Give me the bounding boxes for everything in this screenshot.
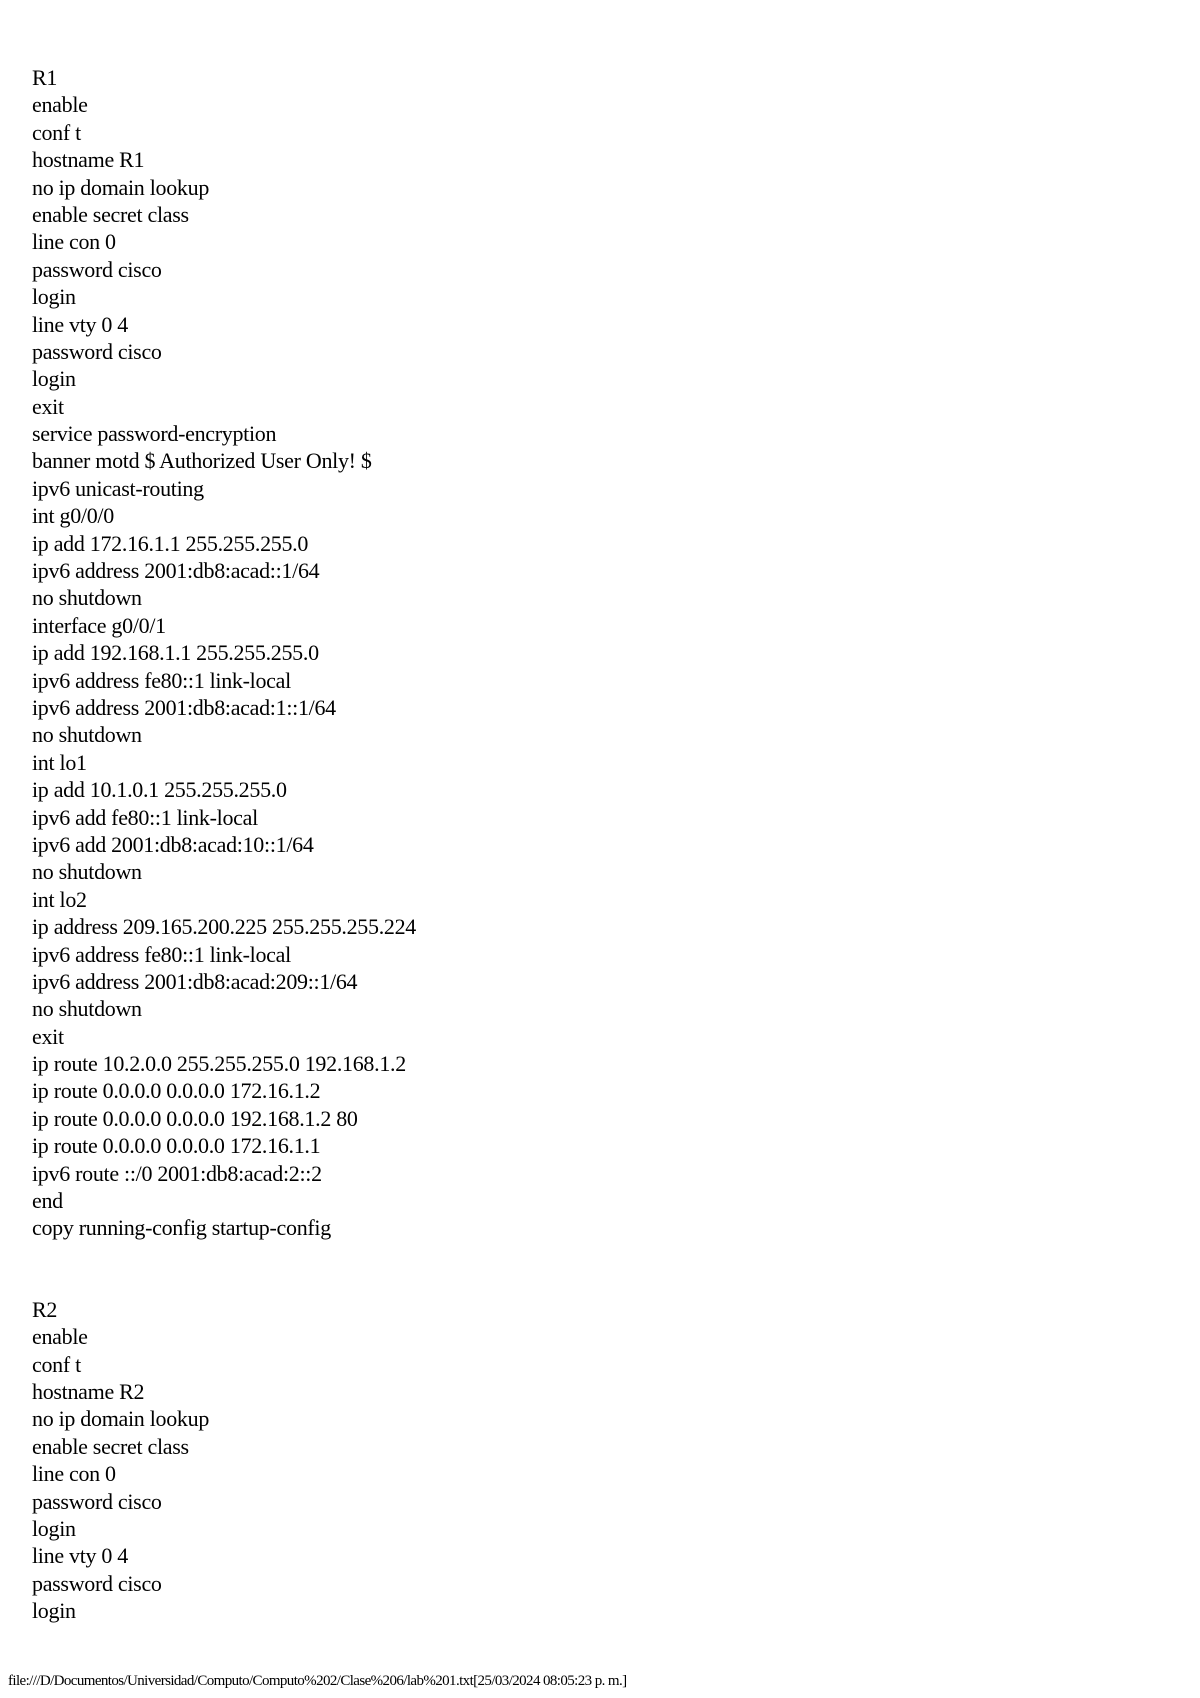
config-command-line: line vty 0 4 — [32, 1543, 129, 1569]
config-command-line: no shutdown — [32, 722, 142, 748]
config-command-line: ip route 0.0.0.0 0.0.0.0 172.16.1.2 — [32, 1078, 321, 1104]
config-command-line: enable secret class — [32, 201, 189, 227]
config-command-line: login — [32, 1598, 76, 1624]
config-command-line: int lo2 — [32, 886, 87, 912]
config-command-line: ip route 0.0.0.0 0.0.0.0 172.16.1.1 — [32, 1133, 321, 1159]
config-command-line: ipv6 address 2001:db8:acad:1::1/64 — [32, 694, 336, 720]
config-command-line: ip address 209.165.200.225 255.255.255.224 — [32, 914, 416, 940]
config-command-line: copy running-config startup-config — [32, 1215, 331, 1241]
config-command-line: password cisco — [32, 256, 162, 282]
config-command-line: end — [32, 1188, 63, 1214]
section-heading: R1 — [32, 65, 58, 90]
config-command-line: login — [32, 366, 76, 392]
config-command-line: enable secret class — [32, 1433, 189, 1459]
config-command-line: line con 0 — [32, 1461, 116, 1487]
config-command-line: service password-encryption — [32, 421, 277, 447]
config-command-line: conf t — [32, 119, 81, 145]
config-command-line: ip route 0.0.0.0 0.0.0.0 192.168.1.2 80 — [32, 1105, 358, 1131]
config-command-line: hostname R1 — [32, 147, 145, 173]
config-command-line: enable — [32, 1324, 88, 1350]
config-command-line: no shutdown — [32, 859, 142, 885]
config-command-line: ipv6 address fe80::1 link-local — [32, 667, 291, 693]
print-footer-url: file:///D/Documentos/Universidad/Computo/Computo%202/Clase%206/lab%201.txt[25/03/2024 08:05:23 p. m.] — [8, 1673, 627, 1689]
config-command-line: login — [32, 284, 76, 310]
config-command-line: line con 0 — [32, 229, 116, 255]
config-command-line: ip add 10.1.0.1 255.255.255.0 — [32, 777, 287, 803]
config-command-line: no shutdown — [32, 996, 142, 1022]
config-command-line: exit — [32, 1023, 64, 1049]
config-command-line: no ip domain lookup — [32, 174, 210, 200]
config-command-line: password cisco — [32, 1570, 162, 1596]
config-command-line: login — [32, 1515, 76, 1541]
config-command-line: ipv6 unicast-routing — [32, 475, 204, 501]
config-command-line: no shutdown — [32, 585, 142, 611]
config-command-line: exit — [32, 393, 64, 419]
config-command-line: ip add 172.16.1.1 255.255.255.0 — [32, 530, 309, 556]
config-command-line: ip route 10.2.0.0 255.255.255.0 192.168.1.2 — [32, 1051, 406, 1077]
config-command-line: int lo1 — [32, 749, 87, 775]
config-command-line: ipv6 address fe80::1 link-local — [32, 941, 291, 967]
config-command-line: ipv6 address 2001:db8:acad::1/64 — [32, 558, 320, 584]
config-command-line: interface g0/0/1 — [32, 612, 166, 638]
config-command-line: ipv6 route ::/0 2001:db8:acad:2::2 — [32, 1160, 322, 1186]
document-body — [32, 64, 1152, 1624]
config-command-line: password cisco — [32, 338, 162, 364]
section-heading: R2 — [32, 1296, 58, 1322]
config-command-line: ip add 192.168.1.1 255.255.255.0 — [32, 640, 319, 666]
config-command-line: enable — [32, 92, 88, 118]
config-command-line: ipv6 add fe80::1 link-local — [32, 804, 258, 830]
config-command-line: no ip domain lookup — [32, 1406, 210, 1432]
config-command-line: line vty 0 4 — [32, 311, 129, 337]
config-command-line: banner motd $ Authorized User Only! $ — [32, 448, 372, 474]
config-command-line: hostname R2 — [32, 1378, 145, 1404]
config-section-r1 — [32, 64, 1152, 1242]
config-command-line: password cisco — [32, 1488, 162, 1514]
config-command-line: int g0/0/0 — [32, 503, 114, 529]
config-command-line: ipv6 address 2001:db8:acad:209::1/64 — [32, 968, 358, 994]
config-section-r2 — [32, 1296, 1152, 1625]
config-command-line: ipv6 add 2001:db8:acad:10::1/64 — [32, 831, 314, 857]
config-command-line: conf t — [32, 1351, 81, 1377]
